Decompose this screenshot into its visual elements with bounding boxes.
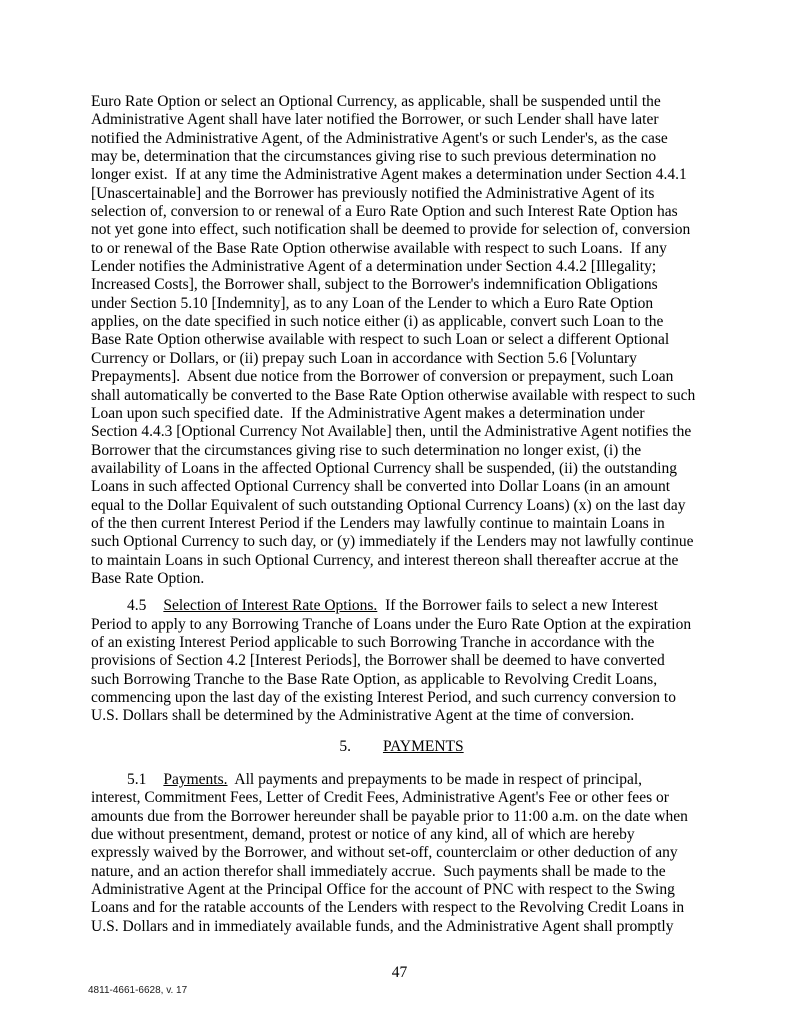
section-5-1-heading: Payments. [163, 771, 228, 789]
section-5-1-body: All payments and prepayments to be made in respect of principal, interest, Commitment Fees, Letter of Credit Fees, Administrative Agent's Fee or other fees or amounts due from the Borrower hereunder shall be payable prior to 11:00 a.m. on the date when due without presentment, demand, protest or notice of any kind, all of which are hereby expressly waived by the Borrower, and without set-off, counterclaim or other deduction of any nature, and an action therefor shall immediately accrue. Such payments shall be made to the Administrative Agent at the Principal Office for the account of PNC with respect to the Swing Loans and for the ratable accounts of the Lenders with respect to the Revolving Credit Loans in U.S. Dollars and in immediately available funds, and the Administrative Agent shall promptly [91, 771, 688, 935]
section-5-1-number: 5.1 [127, 771, 147, 789]
document-id-stamp: 4811-4661-6628, v. 17 [88, 985, 188, 996]
article-5-number: 5. [339, 737, 351, 755]
tab-spacer [146, 609, 163, 610]
section-4-5-number: 4.5 [127, 597, 147, 615]
section-4-5-paragraph [91, 597, 712, 725]
section-5-1-paragraph [91, 771, 712, 936]
section-4-5-heading: Selection of Interest Rate Options. [163, 597, 378, 615]
page-number: 47 [391, 964, 408, 981]
tab-spacer [146, 783, 163, 784]
article-5-heading [91, 738, 712, 756]
tab-spacer [351, 750, 383, 751]
paragraph-euro-rate-continuation: Euro Rate Option or select an Optional Currency, as applicable, shall be suspended until the Administrative Agent shall have later notified the Borrower, or such Lender shall have later notified the Administrative Agent, of the Administrative Agent's or such Lender's, as the case may be, determination that the circumstances giving rise to such previous determination no longer exist. If at any time the Administrative Agent makes a determination under Section 4.4.1 [Unascertainable] and the Borrower has previously notified the Administrative Agent of its selection of, conversion to or renewal of a Euro Rate Option and such Interest Rate Option has not yet gone into effect, such notification shall be deemed to provide for selection of, conversion to or renewal of the Base Rate Option otherwise available with respect to such Loans. If any Lender notifies the Administrative Agent of a determination under Section 4.4.2 [Illegality; Increased Costs], the Borrower shall, subject to the Borrower's indemnification Obligations under Section 5.10 [Indemnity], as to any Loan of the Lender to which a Euro Rate Option applies, on the date specified in such notice either (i) as applicable, convert such Loan to the Base Rate Option otherwise available with respect to such Loan or select a different Optional Currency or Dollars, or (ii) prepay such Loan in accordance with Section 5.6 [Voluntary Prepayments]. Absent due notice from the Borrower of conversion or prepayment, such Loan shall automatically be converted to the Base Rate Option otherwise available with respect to such Loan upon such specified date. If the Administrative Agent makes a determination under Section 4.4.3 [Optional Currency Not Available] then, until the Administrative Agent notifies the Borrower that the circumstances giving rise to such determination no longer exist, (i) the availability of Loans in the affected Optional Currency shall be suspended, (ii) the outstanding Loans in such affected Optional Currency shall be converted into Dollar Loans (in an amount equal to the Dollar Equivalent of such outstanding Optional Currency Loans) (x) on the last day of the then current Interest Period if the Lenders may lawfully continue to maintain Loans in such Optional Currency to such day, or (y) immediately if the Lenders may not lawfully continue to maintain Loans in such Optional Currency, and interest thereon shall thereafter accrue at the Base Rate Option. [91, 93, 696, 587]
article-5-title: PAYMENTS [382, 737, 464, 755]
section-4-5-body: If the Borrower fails to select a new Interest Period to apply to any Borrowing Tranche of Loans under the Euro Rate Option at the expiration of an existing Interest Period applicable to such Borrowing Tranche in accordance with the provisions of Section 4.2 [Interest Periods], the Borrower shall be deemed to have converted such Borrowing Tranche to the Base Rate Option, as applicable to Revolving Credit Loans, commencing upon the last day of the existing Interest Period, and such currency conversion to U.S. Dollars shall be determined by the Administrative Agent at the time of conversion. [91, 597, 692, 725]
